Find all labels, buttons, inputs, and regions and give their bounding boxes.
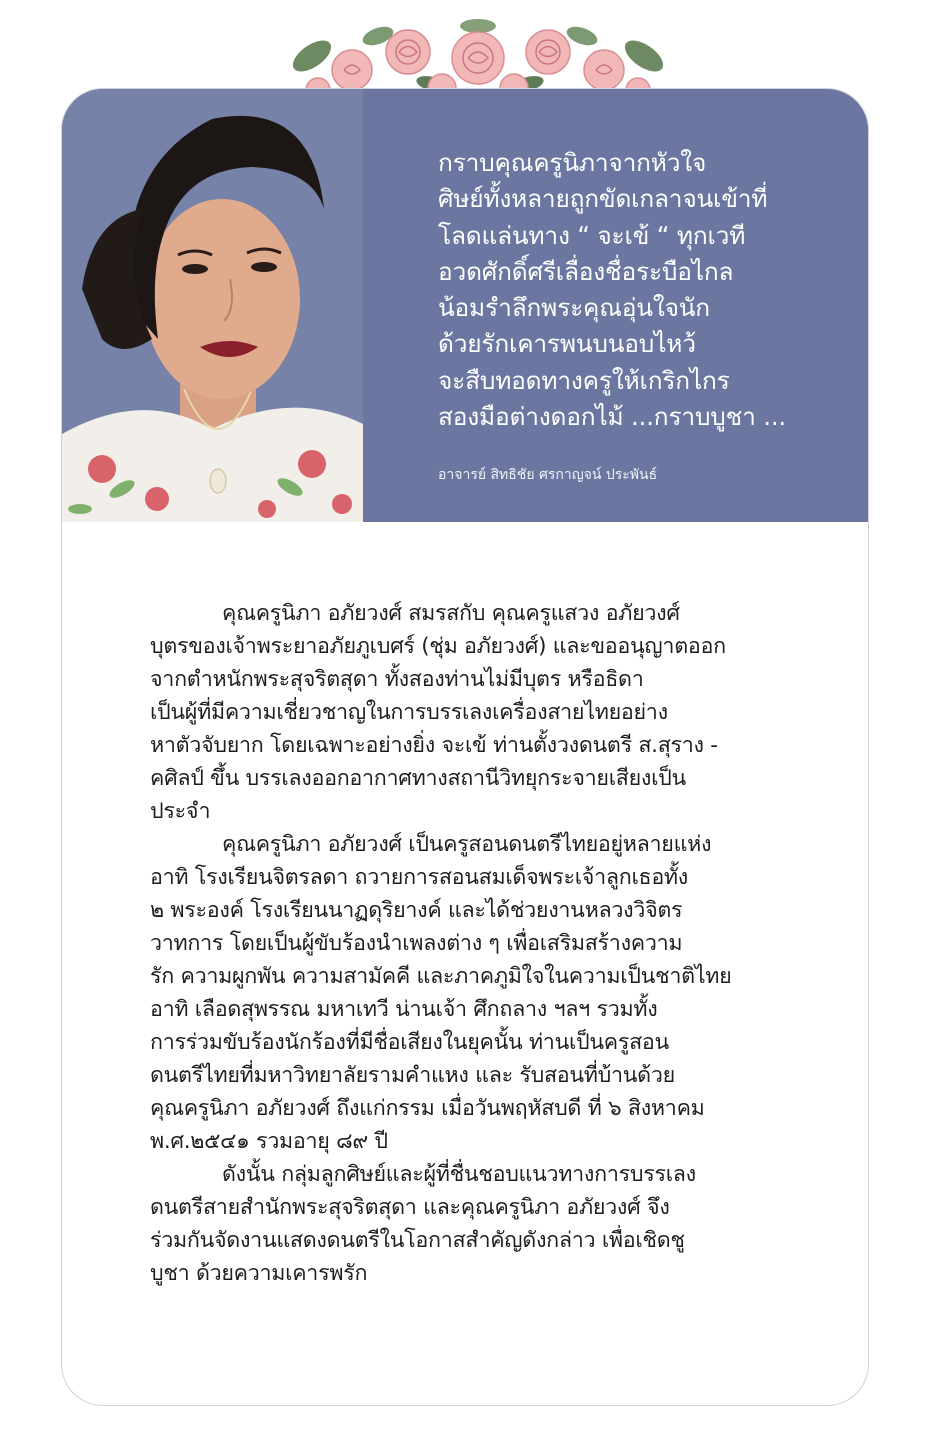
tribute-card: [61, 88, 869, 1406]
biography-line: รัก ความผูกพัน ความสามัคคี และภาคภูมิใจในความเป็นชาติไทย: [150, 964, 732, 989]
card-header: [62, 89, 869, 522]
poem-author: อาจารย์ สิทธิชัย ศรกาญจน์ ประพันธ์: [438, 467, 658, 484]
biography-line: ร่วมกันจัดงานแสดงดนตรีในโอกาสสำคัญดังกล่าว เพื่อเชิดชู: [150, 1228, 685, 1253]
biography-line: ๒ พระองค์ โรงเรียนนาฏดุริยางค์ และได้ช่วยงานหลวงวิจิตร: [150, 898, 683, 923]
poem-line: ด้วยรักเคารพนบนอบไหว้: [438, 329, 696, 359]
biography-line: ดนตรีสายสำนักพระสุจริตสุดา และคุณครูนิภา อภัยวงศ์ จึง: [150, 1195, 670, 1220]
biography-line: คศิลป์ ขึ้น บรรเลงออกอากาศทางสถานีวิทยุกระจายเสียงเป็น: [150, 766, 686, 791]
poem-line: สองมือต่างดอกไม้ ...กราบบูชา ...: [438, 402, 786, 432]
biography-line: จากตำหนักพระสุจริตสุดา ทั้งสองท่านไม่มีบุตร หรือธิดา: [150, 667, 644, 692]
biography-line: วาทการ โดยเป็นผู้ขับร้องนำเพลงต่าง ๆ เพื่อเสริมสร้างความ: [150, 931, 683, 956]
poem-line: อวดศักดิ์ศรีเลื่องชื่อระบือไกล: [438, 256, 734, 286]
poem-line: โลดแล่นทาง “ จะเข้ “ ทุกเวที: [438, 220, 746, 250]
poem-line: กราบคุณครูนิภาจากหัวใจ: [438, 148, 707, 177]
biography-line: คุณครูนิภา อภัยวงศ์ สมรสกับ คุณครูแสวง อภัยวงศ์: [222, 601, 680, 626]
biography-line: คุณครูนิภา อภัยวงศ์ เป็นครูสอนดนตรีไทยอยู่หลายแห่ง: [222, 832, 712, 857]
portrait-illustration: [62, 89, 363, 522]
tribute-poem: [438, 145, 858, 485]
biography-line: อาทิ เลือดสุพรรณ มหาเทวี น่านเจ้า ศึกถลาง ฯลฯ รวมทั้ง: [150, 997, 658, 1022]
poem-line: จะสืบทอดทางครูให้เกริกไกร: [438, 365, 730, 395]
biography-line: บุตรของเจ้าพระยาอภัยภูเบศร์ (ชุ่ม อภัยวงศ์) และขออนุญาตออก: [150, 634, 726, 659]
biography-line: ประจำ: [150, 799, 211, 824]
biography-line: ดนตรีไทยที่มหาวิทยาลัยรามคำแหง และ รับสอนที่บ้านด้วย: [150, 1063, 675, 1088]
poem-line: ศิษย์ทั้งหลายถูกขัดเกลาจนเข้าที่: [438, 184, 768, 214]
biography-line: ดังนั้น กลุ่มลูกศิษย์และผู้ที่ชื่นชอบแนวทางการบรรเลง: [222, 1162, 696, 1187]
biography-line: การร่วมขับร้องนักร้องที่มีชื่อเสียงในยุคนั้น ท่านเป็นครูสอน: [150, 1030, 669, 1055]
poem-line: น้อมรำลึกพระคุณอุ่นใจนัก: [438, 293, 710, 323]
biography-text: [150, 597, 810, 1290]
biography-line: อาทิ โรงเรียนจิตรลดา ถวายการสอนสมเด็จพระเจ้าลูกเธอทั้ง: [150, 865, 688, 890]
biography-line: พ.ศ.๒๕๔๑ รวมอายุ ๘๙ ปี: [150, 1129, 388, 1154]
biography-line: บูชา ด้วยความเคารพรัก: [150, 1261, 368, 1286]
biography-line: คุณครูนิภา อภัยวงศ์ ถึงแก่กรรม เมื่อวันพฤหัสบดี ที่ ๖ สิงหาคม: [150, 1096, 705, 1121]
biography-line: หาตัวจับยาก โดยเฉพาะอย่างยิ่ง จะเข้ ท่านตั้งวงดนตรี ส.สุราง -: [150, 733, 718, 758]
biography-line: เป็นผู้ที่มีความเชี่ยวชาญในการบรรเลงเครื่องสายไทยอย่าง: [150, 700, 668, 725]
portrait-photo: [62, 89, 363, 522]
